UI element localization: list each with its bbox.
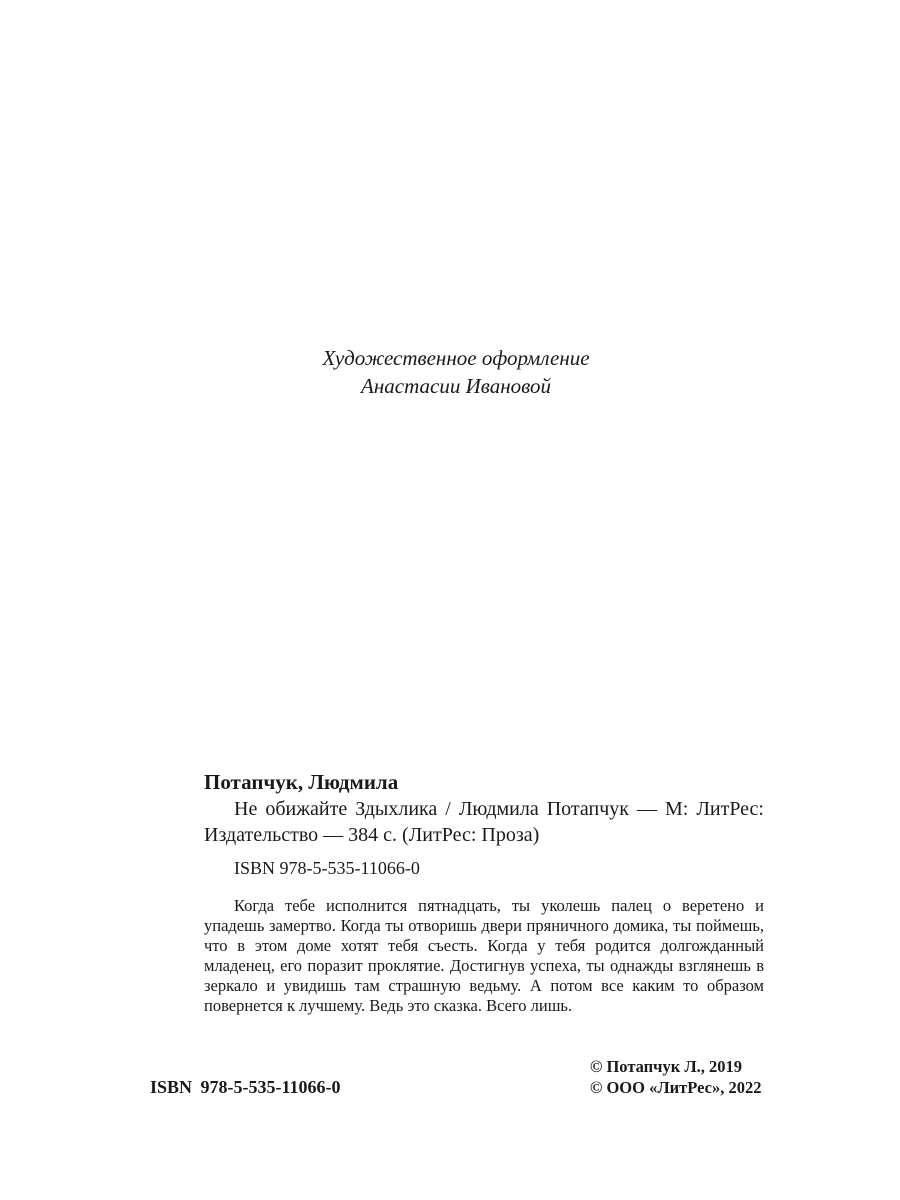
design-credit-title: Художественное оформление <box>322 346 590 370</box>
record-author: Потапчук, Людмила <box>204 770 399 794</box>
copyright-block <box>590 1056 761 1098</box>
bibliographic-record <box>204 768 764 1016</box>
design-credit-artist: Анастасии Ивановой <box>361 374 551 398</box>
copyright-publisher: © ООО «ЛитРес», 2022 <box>590 1078 762 1097</box>
design-credit <box>200 344 712 400</box>
copyright-author: © Потапчук Л., 2019 <box>590 1057 743 1076</box>
footer-isbn: ISBN 978-5-535-11066-0 <box>150 1077 341 1097</box>
record-description: Не обижайте Здыхлика / Людмила Потапчук — М: ЛитРес: Издательство — 384 с. (ЛитРес: Проза) <box>204 798 764 846</box>
book-annotation: Когда тебе исполнится пятнадцать, ты уколешь палец о веретено и упадешь замертво. Когда ты отворишь двери пряничного домика, ты поймешь, что в этом доме хотят тебя съесть. Когда у тебя родится долгожданный младенец, его поразит проклятие. Достигнув успеха, ты однажды взглянешь в зеркало и увидишь там страшную ведьму. А потом все каким то образом повернется к лучшему. Ведь это сказка. Всего лишь. <box>204 896 764 1015</box>
record-isbn: ISBN 978-5-535-11066-0 <box>234 858 420 878</box>
